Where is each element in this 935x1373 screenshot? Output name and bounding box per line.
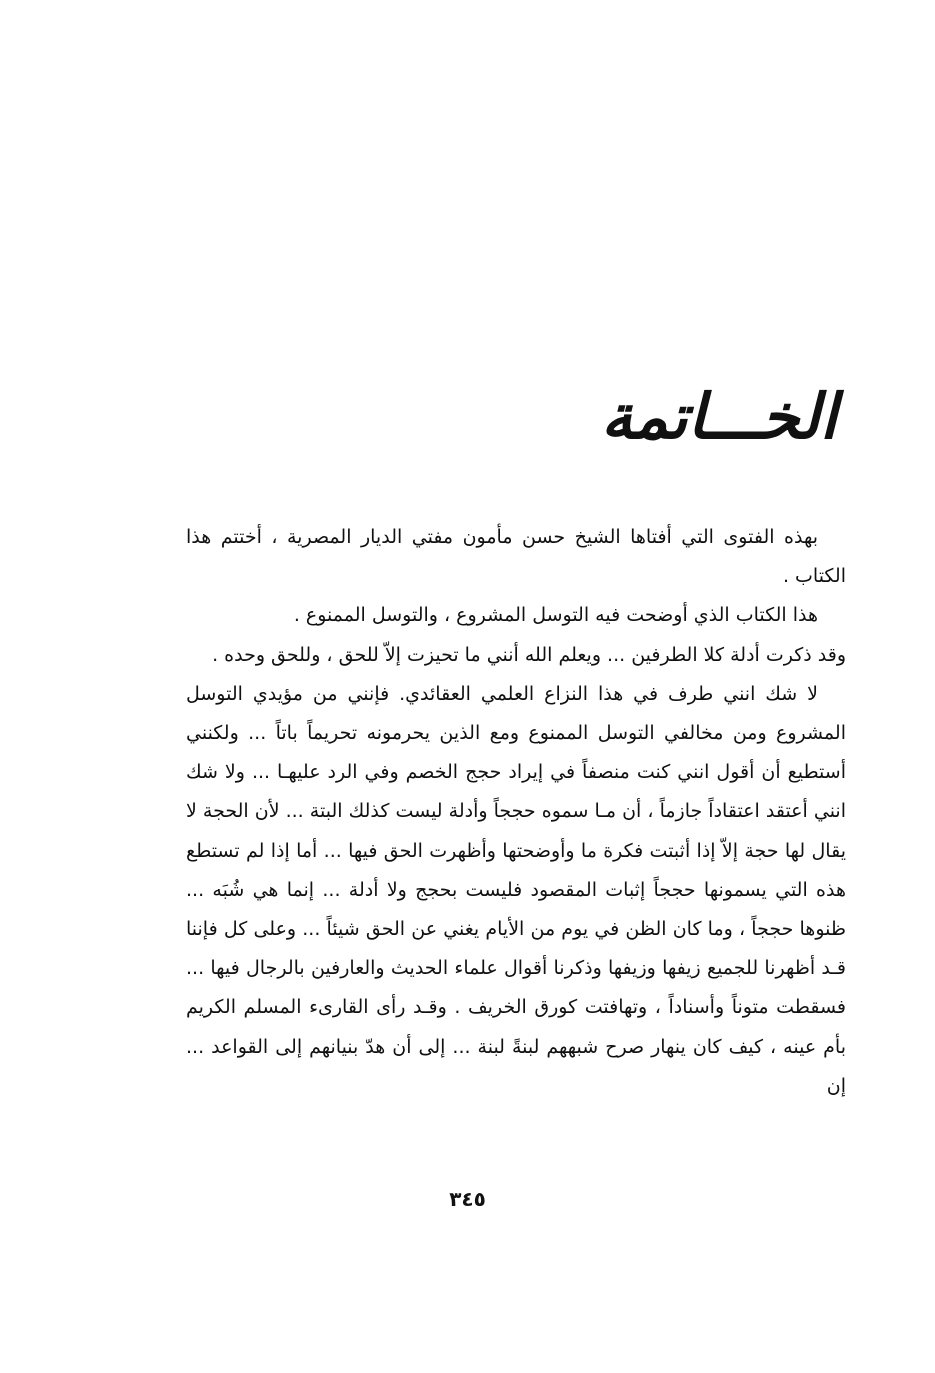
page-number: ٣٤٥ (449, 1187, 486, 1211)
paragraph-opening: بهذه الفتوى التي أفتاها الشيخ حسن مأمون مفتي الديار المصرية ، أختتم هذا الكتاب . (186, 526, 846, 588)
paragraph-book-scope: هذا الكتاب الذي أوضحت فيه التوسل المشروع ، والتوسل الممنوع . (293, 604, 818, 627)
body-text (186, 518, 846, 1106)
paragraph-evidence: وقد ذكرت أدلة كلا الطرفين ... ويعلم الله أنني ما تحيزت إلاّ للحق ، وللحق وحده . (212, 643, 846, 666)
chapter-title: الخـــاتمة (601, 380, 837, 453)
paragraph-conclusion: لا شك انني طرف في هذا النزاع العلمي العقائدي. فإنني من مؤيدي التوسل المشروع ومن مخالفي التوسل الممنوع ومع الذين يحرمونه تحريماً باتاً ... ولكنني أستطيع أن أقول انني كنت منصفاً في إيراد حجج الخصم وفي الرد عليهـا ... ولا شك انني أعتقد اعتقاداً جازماً ، أن مـا سموه حججاً وأدلة ليست كذلك البتة ... لأن الحجة لا يقال لها حجة إلاّ إذا أثبتت فكرة ما وأوضحتها وأظهرت الحق فيها ... أما إذا لم تستطع هذه التي يسمونها حججاً إثبات المقصود فليست بحجج ولا أدلة ... إنما هي شُبَه ... ظنوها حججاً ، وما كان الظن في يوم من الأيام يغني عن الحق شيئاً ... وعلى كل فإننا قـد أظهرنا للجميع زيفها وزيفها وذكرنا أقوال علماء الحديث والعارفين بالرجال فيها ... فسقطت متوناً وأسناداً ، وتهافتت كورق الخريف . وقـد رأى القارىء المسلم الكريم بأم عينه ، كيف كان ينهار صرح شبههم لبنةً لبنة ... إلى أن هدّ بنيانهم إلى القواعد ... إن (186, 682, 846, 1097)
